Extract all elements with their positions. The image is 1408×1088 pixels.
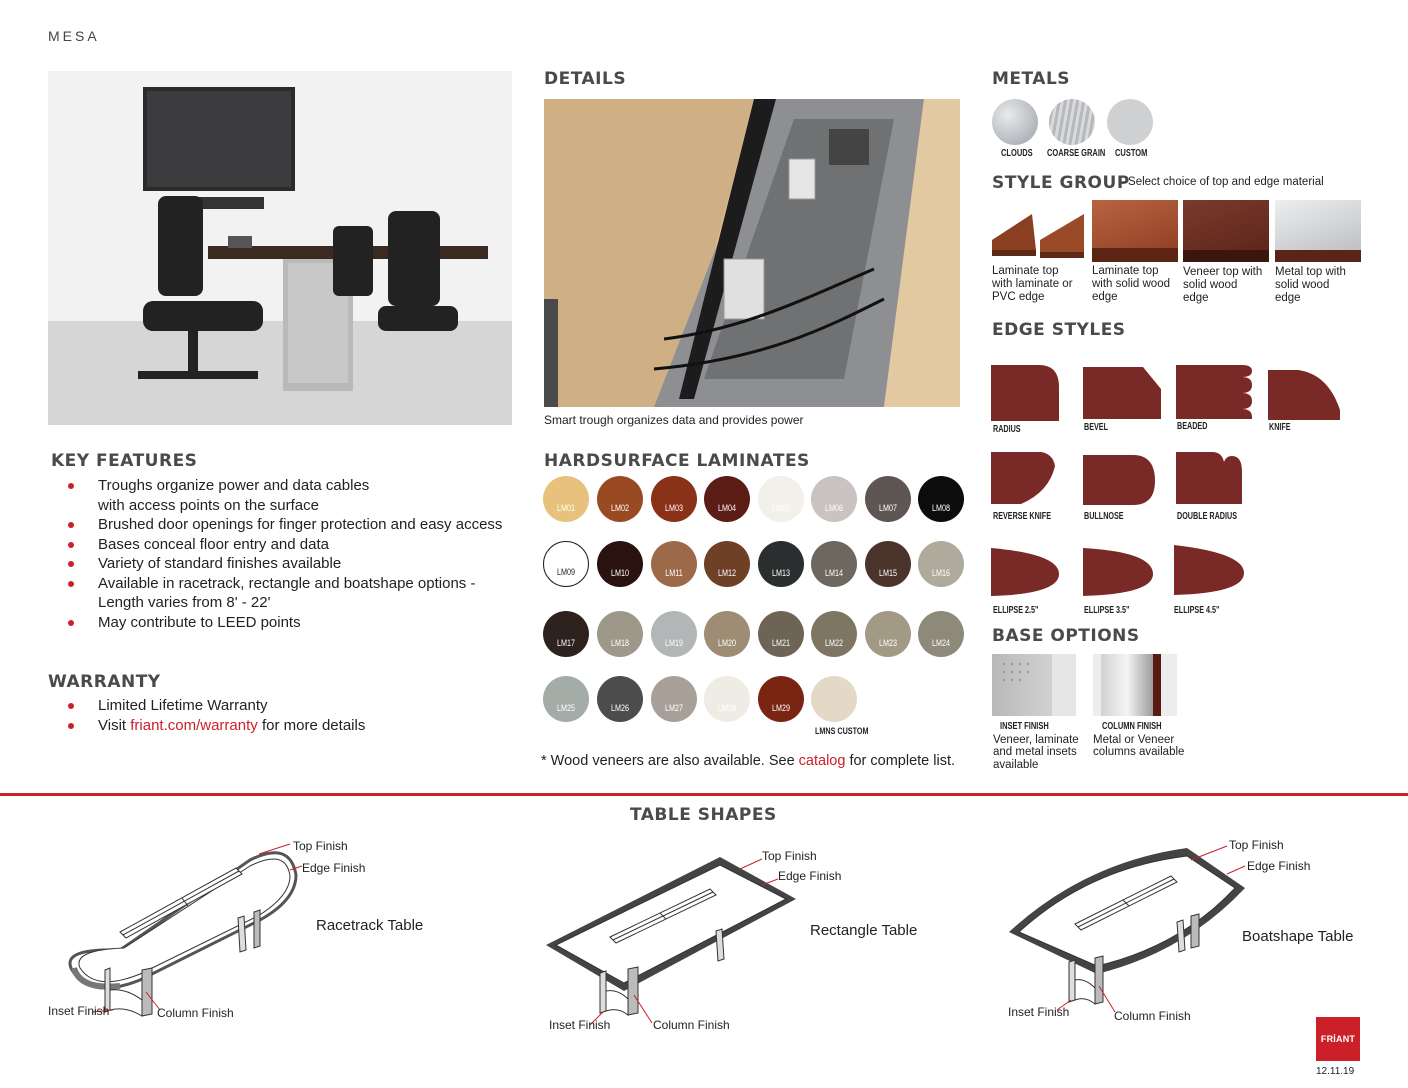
laminate-code: LMNS CUSTOM — [815, 726, 869, 736]
feature-item: Troughs organize power and data cables — [48, 476, 518, 496]
base-options-heading: BASE OPTIONS — [992, 626, 1140, 646]
laminate-code: LM24 — [931, 638, 950, 648]
edge-sample-ellipse-35 — [1083, 548, 1155, 603]
style-sample-metal-wood — [1275, 200, 1361, 262]
laminates-note: * Wood veneers are also available. See catalog for complete list. — [541, 753, 956, 769]
edge-label: KNIFE — [1269, 422, 1291, 433]
laminate-code: LM28 — [717, 703, 736, 713]
boatshape-top-finish-label: Top Finish — [1229, 838, 1284, 852]
rectangle-edge-finish-label: Edge Finish — [778, 869, 842, 883]
laminates-heading: HARDSURFACE LAMINATES — [544, 451, 810, 471]
boatshape-table-drawing — [1005, 832, 1255, 1027]
laminate-code: LM05 — [771, 503, 790, 513]
laminate-swatch — [597, 611, 643, 657]
edge-label: RADIUS — [993, 424, 1021, 435]
warranty-link[interactable]: friant.com/warranty — [130, 716, 258, 734]
laminate-code: LM16 — [931, 568, 950, 578]
laminate-code: LM21 — [771, 638, 790, 648]
boatshape-inset-finish-label: Inset Finish — [1008, 1005, 1070, 1019]
laminate-code: LM26 — [610, 703, 629, 713]
laminate-swatch — [704, 611, 750, 657]
details-caption: Smart trough organizes data and provides power — [544, 413, 804, 427]
column-finish-caption: COLUMN FINISH Metal or Veneer columns available — [1093, 721, 1185, 758]
racetrack-column-finish-label: Column Finish — [157, 1006, 234, 1020]
laminate-swatch — [704, 541, 750, 587]
laminate-swatch-grid — [543, 476, 973, 736]
metal-swatch-coarse-grain — [1049, 99, 1095, 145]
rectangle-column-finish-label: Column Finish — [653, 1018, 730, 1032]
laminate-swatch — [704, 676, 750, 722]
bullet-icon — [68, 620, 74, 626]
style-caption: Laminate top with laminate or PVC edge — [992, 265, 1073, 303]
laminate-swatch — [758, 676, 804, 722]
laminate-code: LM15 — [878, 568, 897, 578]
laminate-swatch — [918, 541, 964, 587]
racetrack-table-drawing — [60, 830, 310, 1025]
edge-sample-ellipse-45 — [1174, 545, 1246, 602]
inset-finish-image — [992, 654, 1076, 716]
edge-label: BEVEL — [1084, 422, 1109, 433]
rectangle-top-finish-label: Top Finish — [762, 849, 817, 863]
laminate-code: LM29 — [771, 703, 790, 713]
racetrack-table-label: Racetrack Table — [316, 917, 424, 934]
style-caption: Laminate top with solid wood edge — [1092, 265, 1170, 303]
laminate-code: LM14 — [824, 568, 843, 578]
brand-title: MESA — [48, 28, 100, 44]
edge-label: ELLIPSE 2.5" — [993, 605, 1039, 616]
friant-logo: FRİANT — [1316, 1017, 1360, 1061]
laminate-swatch — [543, 676, 589, 722]
section-divider — [0, 793, 1408, 796]
column-finish-image — [1093, 654, 1177, 716]
bullet-icon — [68, 483, 74, 489]
laminate-swatch — [704, 476, 750, 522]
laminate-code: LM22 — [824, 638, 843, 648]
metal-label: COARSE GRAIN — [1047, 148, 1106, 159]
warranty-list — [48, 696, 518, 735]
laminate-swatch — [865, 541, 911, 587]
edge-sample-bullnose — [1083, 455, 1157, 512]
laminate-code: LM07 — [878, 503, 897, 513]
laminate-code: LM20 — [717, 638, 736, 648]
laminate-code: LM06 — [824, 503, 843, 513]
style-sample-veneer-wood — [1183, 200, 1269, 262]
edge-sample-bevel — [1083, 367, 1163, 426]
laminate-swatch — [758, 476, 804, 522]
warranty-heading: WARRANTY — [48, 672, 161, 692]
edge-label: DOUBLE RADIUS — [1177, 511, 1238, 522]
edge-sample-radius — [991, 365, 1061, 428]
inset-finish-caption: INSET FINISH Veneer, laminate and metal insets available — [993, 721, 1079, 771]
edge-styles-heading: EDGE STYLES — [992, 320, 1126, 340]
edge-label: REVERSE KNIFE — [993, 511, 1052, 522]
metals-heading: METALS — [992, 69, 1071, 89]
catalog-link[interactable]: catalog — [798, 753, 846, 769]
laminate-swatch — [918, 476, 964, 522]
bullet-icon — [68, 723, 74, 729]
rectangle-table-label: Rectangle Table — [810, 922, 918, 939]
feature-item: with access points on the surface — [98, 496, 319, 514]
racetrack-inset-finish-label: Inset Finish — [48, 1004, 110, 1018]
rectangle-inset-finish-label: Inset Finish — [549, 1018, 611, 1032]
laminate-code: LM10 — [610, 568, 629, 578]
feature-item: Length varies from 8' - 22' — [98, 594, 271, 611]
edge-sample-knife — [1268, 370, 1342, 427]
feature-item: Brushed door openings for finger protection and easy access — [48, 515, 518, 535]
key-features-list — [48, 476, 518, 632]
laminate-code: LM03 — [664, 503, 683, 513]
laminate-code: LM12 — [717, 568, 736, 578]
boatshape-column-finish-label: Column Finish — [1114, 1009, 1191, 1023]
racetrack-top-finish-label: Top Finish — [293, 839, 348, 853]
metal-swatch-clouds — [992, 99, 1038, 145]
revision-date: 12.11.19 — [1316, 1066, 1355, 1077]
laminate-swatch — [811, 541, 857, 587]
laminate-swatch — [758, 541, 804, 587]
laminate-swatch — [597, 476, 643, 522]
metal-swatch-custom — [1107, 99, 1153, 145]
laminate-code: LM13 — [771, 568, 790, 578]
laminate-code: LM27 — [664, 703, 683, 713]
edge-label: BEADED — [1177, 421, 1208, 432]
bullet-icon — [68, 561, 74, 567]
laminate-swatch — [543, 541, 589, 587]
laminate-code: LM02 — [610, 503, 629, 513]
boatshape-table-label: Boatshape Table — [1242, 928, 1354, 945]
edge-label: BULLNOSE — [1084, 511, 1124, 522]
laminate-code: LM25 — [556, 703, 575, 713]
feature-item: Bases conceal floor entry and data — [48, 535, 518, 555]
style-sample-laminate-laminate — [992, 200, 1086, 262]
laminate-code: LM08 — [931, 503, 950, 513]
bullet-icon — [68, 581, 74, 587]
trough-photo — [544, 99, 960, 407]
key-features-heading: KEY FEATURES — [51, 451, 198, 471]
laminate-swatch — [811, 676, 869, 736]
laminate-swatch — [811, 611, 857, 657]
metal-label: CUSTOM — [1115, 148, 1148, 159]
conference-room-photo — [48, 71, 512, 425]
warranty-item: Limited Lifetime Warranty — [48, 696, 518, 716]
feature-item: Variety of standard finishes available — [48, 554, 518, 574]
laminate-code: LM23 — [878, 638, 897, 648]
style-caption: Veneer top with solid wood edge — [1183, 266, 1263, 304]
style-group-subtitle: - Select choice of top and edge material — [1121, 176, 1324, 188]
laminate-swatch — [651, 611, 697, 657]
bullet-icon — [68, 522, 74, 528]
laminate-swatch — [811, 476, 857, 522]
boatshape-edge-finish-label: Edge Finish — [1247, 859, 1311, 873]
edge-label: ELLIPSE 4.5" — [1174, 605, 1220, 616]
laminate-swatch — [651, 541, 697, 587]
laminate-code: LM04 — [717, 503, 736, 513]
laminate-swatch — [865, 611, 911, 657]
laminate-code: LM19 — [664, 638, 683, 648]
bullet-icon — [68, 703, 74, 709]
style-caption: Metal top with solid wood edge — [1275, 266, 1346, 304]
laminate-swatch — [865, 476, 911, 522]
edge-sample-ellipse-25 — [991, 548, 1061, 603]
details-heading: DETAILS — [544, 69, 627, 89]
laminate-swatch — [758, 611, 804, 657]
warranty-item: Visit friant.com/warranty for more details — [48, 716, 518, 736]
bullet-icon — [68, 542, 74, 548]
laminate-code: LM09 — [556, 567, 575, 577]
edge-sample-double-radius — [1176, 452, 1244, 511]
laminate-code: LM17 — [556, 638, 575, 648]
laminate-swatch — [597, 676, 643, 722]
laminate-swatch — [918, 611, 964, 657]
edge-sample-reverse-knife — [991, 452, 1057, 511]
edge-sample-beaded — [1176, 365, 1254, 426]
edge-label: ELLIPSE 3.5" — [1084, 605, 1130, 616]
metal-label: CLOUDS — [1001, 148, 1033, 159]
laminate-code: LM11 — [665, 568, 683, 578]
laminate-code: LM18 — [610, 638, 629, 648]
laminate-code: LM01 — [556, 503, 575, 513]
table-shapes-heading: TABLE SHAPES — [630, 805, 777, 825]
laminate-swatch — [543, 611, 589, 657]
style-sample-laminate-wood — [1092, 200, 1178, 262]
racetrack-edge-finish-label: Edge Finish — [302, 861, 366, 875]
laminate-swatch — [543, 476, 589, 522]
laminate-swatch — [651, 476, 697, 522]
laminate-swatch — [651, 676, 697, 722]
laminate-swatch — [597, 541, 643, 587]
feature-item: Available in racetrack, rectangle and boatshape options - — [48, 574, 518, 594]
style-group-heading: STYLE GROUP — [992, 173, 1130, 193]
feature-item: May contribute to LEED points — [48, 613, 518, 633]
